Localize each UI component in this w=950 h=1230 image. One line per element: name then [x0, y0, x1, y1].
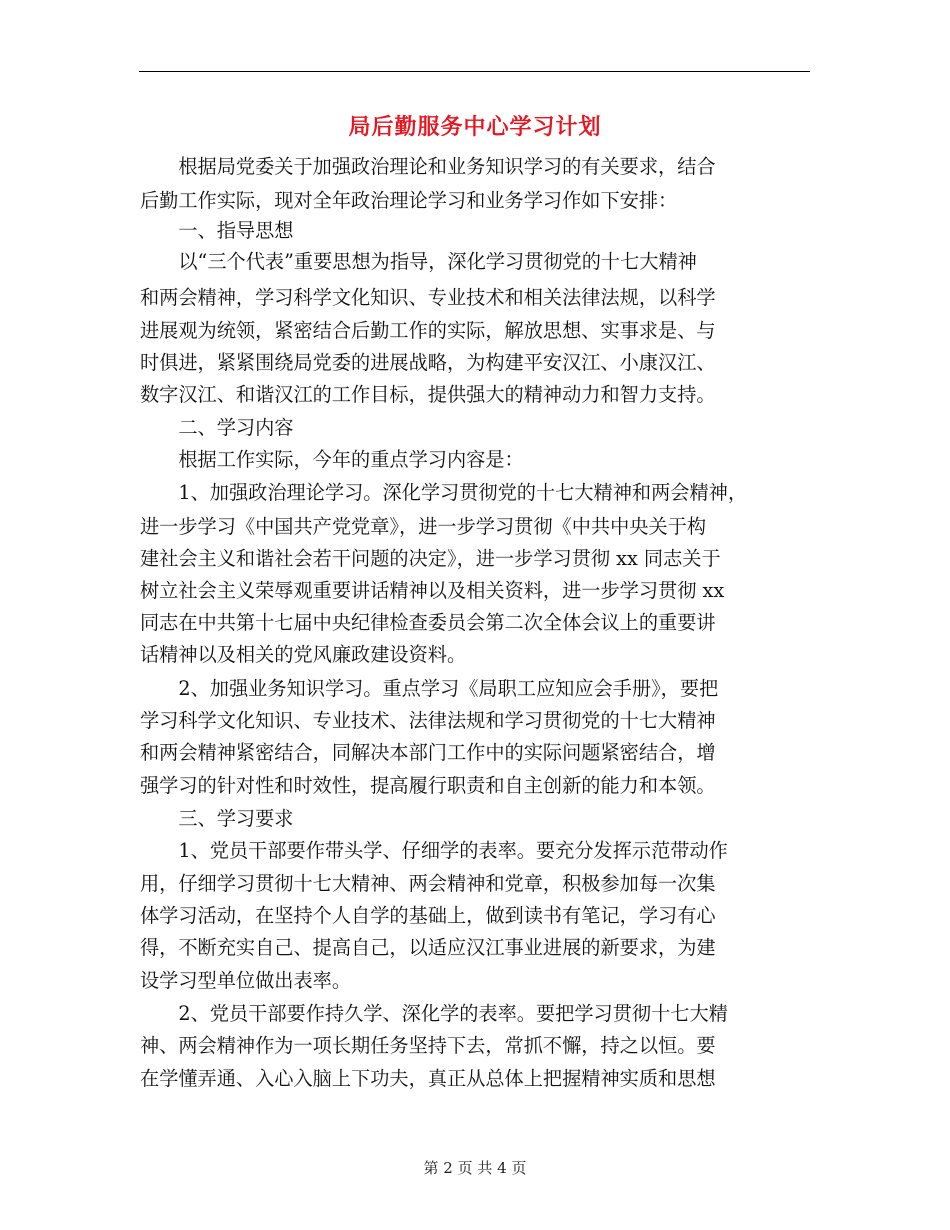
body-line: 树立社会主义荣辱观重要讲话精神以及相关资料，进一步学习贯彻 xx [140, 579, 725, 602]
body-line: 根据工作实际，今年的重点学习内容是： [140, 448, 524, 471]
document-title: 局后勤服务中心学习计划 [348, 114, 602, 140]
body-line: 话精神以及相关的党风廉政建设资料。 [140, 643, 467, 666]
body-line: 体学习活动，在坚持个人自学的基础上，做到读书有笔记，学习有心 [140, 904, 716, 927]
body-line: 和两会精神，学习科学文化知识、专业技术和相关法律法规，以科学 [140, 286, 716, 309]
body-line: 三、学习要求 [140, 807, 294, 830]
body-line: 1、加强政治理论学习。深化学习贯彻党的十七大精神和两会精神， [140, 481, 748, 504]
body-line: 以“三个代表”重要思想为指导，深化学习贯彻党的十七大精神 [140, 250, 697, 273]
body-line: 同志在中共第十七届中央纪律检查委员会第二次全体会议上的重要讲 [140, 611, 716, 634]
body-line: 得，不断充实自己、提高自己，以适应汉江事业进展的新要求，为建 [140, 936, 716, 959]
body-line: 根据局党委关于加强政治理论和业务知识学习的有关要求，结合 [140, 155, 716, 178]
body-line: 二、学习内容 [140, 416, 294, 439]
body-line: 设学习型单位做出表率。 [140, 969, 352, 992]
body-line: 学习科学文化知识、专业技术、法律法规和学习贯彻党的十七大精神 [140, 709, 716, 732]
body-line: 和两会精神紧密结合，同解决本部门工作中的实际问题紧密结合，增 [140, 741, 716, 764]
body-line: 2、加强业务知识学习。重点学习《局职工应知应会手册》，要把 [140, 677, 719, 700]
body-line: 进一步学习《中国共产党党章》，进一步学习贯彻《中共中央关于构 [140, 515, 707, 538]
body-line: 2、党员干部要作持久学、深化学的表率。要把学习贯彻十七大精 [140, 1002, 728, 1025]
body-line: 时俱进，紧紧围绕局党委的进展战略，为构建平安汉江、小康汉江、 [140, 351, 716, 374]
header-rule [139, 71, 810, 72]
body-line: 1、党员干部要作带头学、仔细学的表率。要充分发挥示范带动作 [140, 839, 728, 862]
body-line: 在学懂弄通、入心入脑上下功夫，真正从总体上把握精神实质和思想 [140, 1067, 716, 1090]
page-number: 第 2 页 共 4 页 [423, 1159, 527, 1177]
body-line: 强学习的针对性和时效性，提高履行职责和自主创新的能力和本领。 [140, 774, 716, 797]
body-line: 用，仔细学习贯彻十七大精神、两会精神和党章，积极参加每一次集 [140, 872, 716, 895]
body-line: 后勤工作实际，现对全年政治理论学习和业务学习作如下安排： [140, 189, 678, 212]
body-line: 建社会主义和谐社会若干问题的决定》，进一步学习贯彻 xx 同志关于 [140, 547, 721, 570]
body-line: 神、两会精神作为一项长期任务坚持下去，常抓不懈，持之以恒。要 [140, 1034, 716, 1057]
body-line: 进展观为统领，紧密结合后勤工作的实际，解放思想、实事求是、与 [140, 319, 716, 342]
body-line: 数字汉江、和谐汉江的工作目标，提供强大的精神动力和智力支持。 [140, 383, 716, 406]
body-line: 一、指导思想 [140, 219, 294, 242]
